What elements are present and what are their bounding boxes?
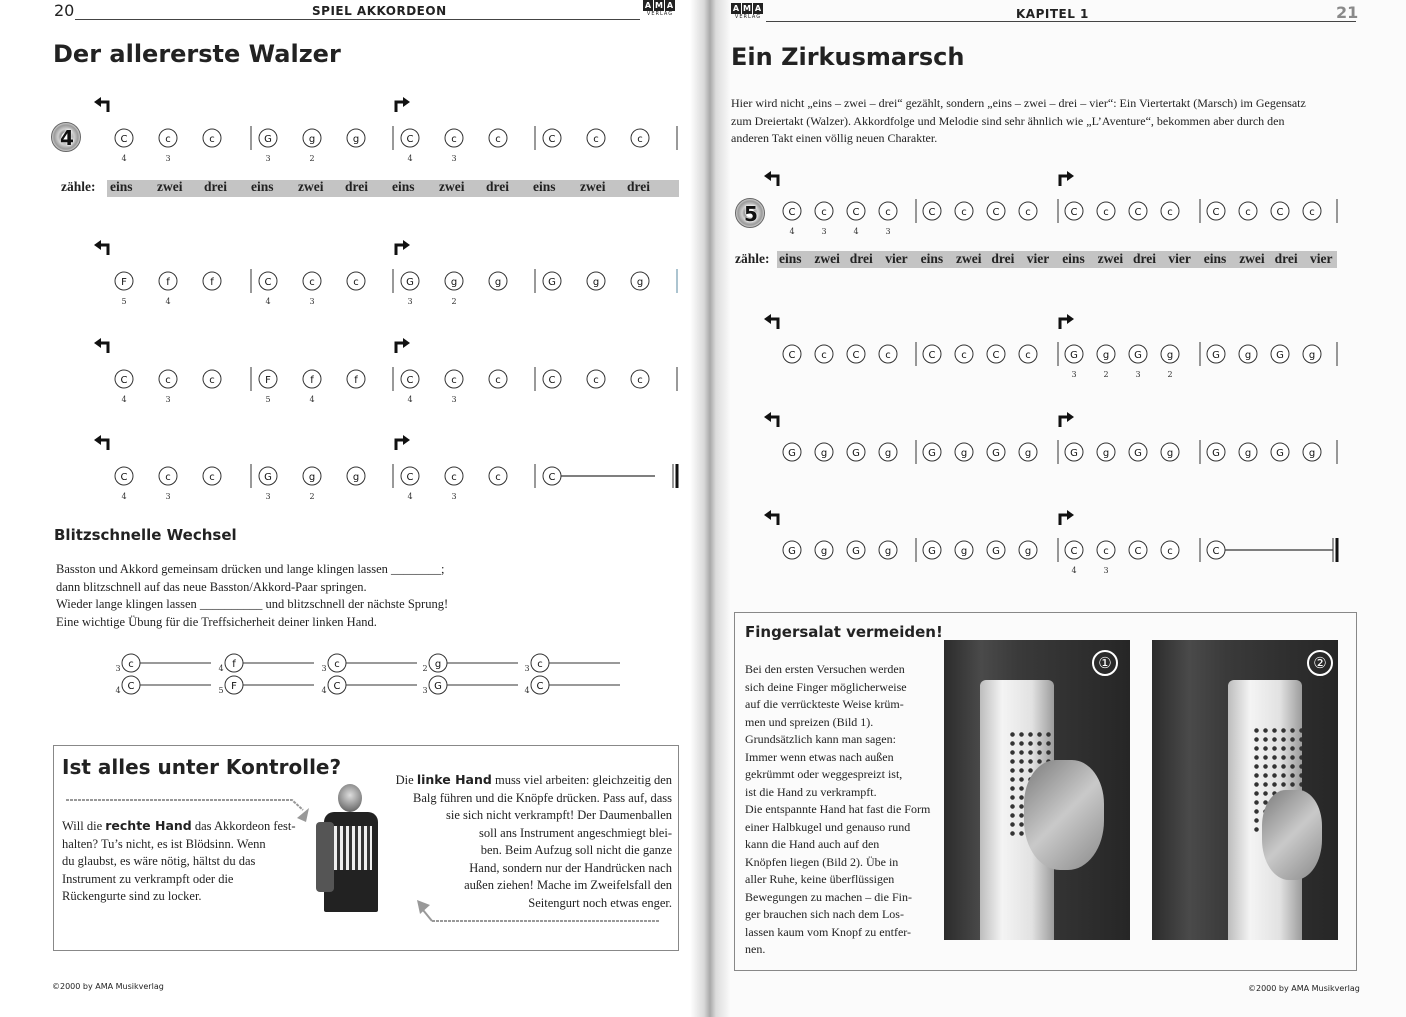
note-button: G xyxy=(264,472,272,483)
finger-number: 5 xyxy=(121,297,127,306)
note-button: G xyxy=(406,277,414,288)
publisher-logo: A M A VERLAG xyxy=(732,4,762,20)
note-button: G xyxy=(788,448,796,459)
finger-number: 5 xyxy=(218,686,224,695)
push-arrow-head-icon xyxy=(764,314,771,324)
note-button: c xyxy=(1025,207,1031,218)
note-button: c xyxy=(209,472,215,483)
note-button: G xyxy=(852,546,860,557)
note-button: c xyxy=(885,350,891,361)
cd-track-icon: 4 xyxy=(51,122,81,152)
text-line: Instrument zu verkrampft oder die xyxy=(62,871,234,886)
tip-arrows xyxy=(0,0,700,1017)
note-button: c xyxy=(451,375,457,386)
note-button: G xyxy=(928,448,936,459)
text-line: außen ziehen! Mache im Zweifelsfall den xyxy=(464,878,672,892)
paragraph-line: Basston und Akkord gemeinsam drücken und lange klingen lassen ________; xyxy=(56,562,445,576)
note-button: C xyxy=(928,350,936,361)
count-word: vier xyxy=(1026,251,1050,266)
count-word: eins xyxy=(1062,251,1085,266)
page-number: 20 xyxy=(54,1,75,20)
paragraph-line: Hier wird nicht „eins – zwei – drei“ gezählt, sondern „eins – zwei – drei – vier“: Ein Viertertakt (Marsch) im Gegensatz xyxy=(731,96,1306,110)
count-word: drei xyxy=(204,179,227,194)
text-line: ben. Beim Aufzug soll nicht die ganze xyxy=(480,843,672,857)
finger-number: 3 xyxy=(407,297,413,306)
paragraph-line: Wieder lange klingen lassen __________ und blitzschnell der nächste Sprung! xyxy=(56,597,449,611)
note-button: C xyxy=(120,134,128,145)
note-button: G xyxy=(548,277,556,288)
note-button: g xyxy=(352,134,360,145)
count-word: eins xyxy=(251,179,274,194)
note-button: f xyxy=(310,375,314,386)
note-button: g xyxy=(308,134,316,145)
note-button: g xyxy=(820,546,828,557)
text-line: Balg führen und die Knöpfe drücken. Pass auf, dass xyxy=(413,790,672,805)
finger-number: 3 xyxy=(422,686,428,695)
note-button: g xyxy=(352,472,360,483)
note-button: C xyxy=(852,207,860,218)
note-button: c xyxy=(593,134,599,145)
note-button: c xyxy=(451,472,457,483)
count-word: drei xyxy=(991,251,1015,266)
text-line: Hand, sondern nur der Handrücken nach xyxy=(469,860,672,875)
note-button: F xyxy=(121,277,127,288)
finger-number: 2 xyxy=(309,492,315,501)
finger-number: 4 xyxy=(321,686,327,695)
finger-number: 2 xyxy=(309,154,315,163)
note-button: F xyxy=(265,375,271,386)
push-arrow-head-icon xyxy=(764,171,771,181)
note-button: G xyxy=(992,448,1000,459)
copyright: ©2000 by AMA Musikverlag xyxy=(52,982,164,991)
note-button: c xyxy=(1167,207,1173,218)
note-button: g xyxy=(960,448,968,459)
photo-hand-relaxed xyxy=(1152,640,1338,940)
logo-letter-2: M xyxy=(743,4,751,13)
cd-track-icon: 5 xyxy=(735,198,765,228)
section-subtitle: Blitzschnelle Wechsel xyxy=(54,526,237,544)
note-button: C xyxy=(548,134,556,145)
note-button: g xyxy=(960,546,968,557)
count-word: eins xyxy=(920,251,944,266)
note-button: c xyxy=(593,375,599,386)
note-button: C xyxy=(992,350,1000,361)
note-button: G xyxy=(1276,448,1284,459)
logo-letter-1: A xyxy=(732,4,740,13)
note-button: c xyxy=(353,277,359,288)
note-button: C xyxy=(928,207,936,218)
finger-number: 3 xyxy=(821,227,827,236)
text-line: einer Halbkugel und genauso rund xyxy=(745,819,911,834)
running-title: KAPITEL 1 xyxy=(1016,7,1089,21)
finger-number: 4 xyxy=(121,492,127,501)
photo-hand-cramped xyxy=(944,640,1130,940)
text-line: lassen kaum vom Knopf zu entfer- xyxy=(745,924,912,939)
count-word: zwei xyxy=(814,251,840,266)
tip-text xyxy=(745,661,935,959)
note-button: g xyxy=(1102,350,1110,361)
note-button: g xyxy=(450,277,458,288)
page-title: Der allererste Walzer xyxy=(53,40,341,68)
note-button: c xyxy=(1103,207,1109,218)
note-button: c xyxy=(1245,207,1251,218)
note-button: C xyxy=(1276,207,1284,218)
note-button: G xyxy=(788,546,796,557)
pull-arrow-head-icon xyxy=(1067,171,1074,181)
text-line: Bei den ersten Versuchen werden xyxy=(745,662,905,676)
note-button: c xyxy=(1103,546,1109,557)
finger-number: 4 xyxy=(121,395,127,404)
text-line: Rückengurte sind zu locker. xyxy=(62,889,202,903)
finger-number: 3 xyxy=(265,154,271,163)
logo-letter-3: A xyxy=(666,1,674,10)
text-line: Die entspannte Hand hat fast die Form xyxy=(745,802,931,816)
note-button: G xyxy=(1070,350,1078,361)
pair-top-button: f xyxy=(232,659,236,670)
note-button: C xyxy=(788,207,796,218)
tip-box-title: Ist alles unter Kontrolle? xyxy=(62,755,342,779)
finger-number: 3 xyxy=(165,395,171,404)
note-button: c xyxy=(821,350,827,361)
pair-top-button: c xyxy=(128,659,134,670)
note-button: g xyxy=(308,472,316,483)
note-button: C xyxy=(1070,207,1078,218)
note-button: C xyxy=(1070,546,1078,557)
note-button: C xyxy=(1212,546,1220,557)
book-gutter xyxy=(690,0,730,1017)
count-word: zwei xyxy=(1239,251,1265,266)
pair-bottom-button: G xyxy=(434,681,442,692)
note-button: c xyxy=(309,277,315,288)
finger-number: 3 xyxy=(1135,370,1141,379)
count-word: drei xyxy=(486,179,509,194)
note-button: C xyxy=(406,375,414,386)
note-button: c xyxy=(821,207,827,218)
note-button: C xyxy=(1134,207,1142,218)
note-button: C xyxy=(120,472,128,483)
finger-number: 3 xyxy=(524,664,530,673)
note-button: C xyxy=(992,207,1000,218)
count-word: drei xyxy=(1274,251,1298,266)
note-button: G xyxy=(1070,448,1078,459)
finger-number: 2 xyxy=(1103,370,1109,379)
note-button: G xyxy=(1212,350,1220,361)
photo-number-badge: ② xyxy=(1307,650,1333,676)
note-button: G xyxy=(1276,350,1284,361)
count-word: zwei xyxy=(439,179,465,194)
finger-number: 2 xyxy=(451,297,457,306)
text-line: aller Ruhe, keine überflüssigen xyxy=(745,872,895,886)
note-button: g xyxy=(1024,448,1032,459)
finger-number: 5 xyxy=(265,395,271,404)
text-line: du glaubst, es wäre nötig, hältst du das xyxy=(62,854,256,868)
note-button: g xyxy=(1024,546,1032,557)
count-word: zwei xyxy=(580,179,606,194)
note-button: G xyxy=(264,134,272,145)
finger-number: 3 xyxy=(165,492,171,501)
note-button: C xyxy=(1134,546,1142,557)
note-button: g xyxy=(1308,448,1316,459)
publisher-logo: A M A VERLAG xyxy=(644,1,674,17)
finger-number: 4 xyxy=(407,492,413,501)
note-button: c xyxy=(165,134,171,145)
note-button: G xyxy=(1212,448,1220,459)
text-line: Immer wenn etwas nach außen xyxy=(745,749,894,764)
note-button: f xyxy=(166,277,170,288)
finger-number: 3 xyxy=(321,664,327,673)
finger-number: 3 xyxy=(885,227,891,236)
count-word: eins xyxy=(1203,251,1227,266)
paragraph-line: anderen Takt einen völlig neuen Charakter. xyxy=(731,131,938,145)
finger-number: 3 xyxy=(265,492,271,501)
text-line: Die linke Hand muss viel arbeiten: gleichzeitig den xyxy=(395,772,672,787)
paragraph-line: dann blitzschnell auf das neue Basston/Akkord-Paar springen. xyxy=(56,579,367,594)
note-button: c xyxy=(209,134,215,145)
note-button: g xyxy=(820,448,828,459)
note-button: G xyxy=(928,546,936,557)
page-number: 21 xyxy=(1336,3,1359,22)
pair-bottom-button: C xyxy=(127,681,135,692)
finger-number: 2 xyxy=(422,664,428,673)
note-button: G xyxy=(1134,448,1142,459)
count-word: eins xyxy=(110,179,133,194)
note-button: c xyxy=(1309,207,1315,218)
text-line: kann die Hand auch auf den xyxy=(745,837,880,851)
note-button: C xyxy=(1212,207,1220,218)
note-button: g xyxy=(1102,448,1110,459)
finger-number: 3 xyxy=(451,154,457,163)
count-word: zwei xyxy=(157,179,183,194)
note-button: c xyxy=(961,350,967,361)
pair-bottom-button: C xyxy=(333,681,341,692)
arrow-icon xyxy=(297,808,309,822)
finger-number: 3 xyxy=(1071,370,1077,379)
finger-number: 4 xyxy=(789,227,795,236)
note-button: g xyxy=(494,277,502,288)
note-button: C xyxy=(548,472,556,483)
finger-number: 4 xyxy=(309,395,315,404)
push-arrow-head-icon xyxy=(764,412,771,422)
note-button: c xyxy=(961,207,967,218)
pull-arrow-head-icon xyxy=(1067,314,1074,324)
count-label: zähle: xyxy=(735,251,770,266)
note-button: c xyxy=(209,375,215,386)
pair-bottom-button: C xyxy=(536,681,544,692)
finger-number: 3 xyxy=(1103,566,1109,575)
text-line: auf die verrückteste Weise krüm- xyxy=(745,697,904,711)
note-button: g xyxy=(636,277,644,288)
text-line: sich deine Finger möglicherweise xyxy=(745,679,907,694)
note-button: c xyxy=(165,375,171,386)
text-line: gekrümmt oder weggespreizt ist, xyxy=(745,767,903,781)
text-line: ger brauchen sich nach dem Los- xyxy=(745,907,904,921)
logo-letter-1: A xyxy=(644,1,652,10)
note-button: c xyxy=(495,134,501,145)
count-word: drei xyxy=(627,179,650,194)
finger-number: 4 xyxy=(524,686,530,695)
pair-top-button: c xyxy=(537,659,543,670)
count-label: zähle: xyxy=(61,179,96,194)
page-title: Ein Zirkusmarsch xyxy=(731,43,965,71)
note-button: c xyxy=(451,134,457,145)
tip-box-title: Fingersalat vermeiden! xyxy=(745,623,943,641)
note-button: c xyxy=(637,134,643,145)
text-line: Bewegungen zu machen – die Fin- xyxy=(745,889,912,904)
count-word: zwei xyxy=(298,179,324,194)
logo-letter-2: M xyxy=(655,1,663,10)
paragraph-line: zum Dreiertakt (Walzer). Akkordfolge und Melodie sind sehr ähnlich wie „L’Aventure“, bekommen aber durch den xyxy=(731,113,1285,128)
text-line: Grundsätzlich kann man sagen: xyxy=(745,732,896,746)
count-word: eins xyxy=(779,251,802,266)
text-line: Seitengurt noch etwas enger. xyxy=(528,895,672,910)
finger-number: 3 xyxy=(165,154,171,163)
note-button: g xyxy=(1166,448,1174,459)
note-button: G xyxy=(992,546,1000,557)
text-line: ist die Hand zu verkrampft. xyxy=(745,784,877,799)
note-button: g xyxy=(884,448,892,459)
text-line: nen. xyxy=(745,942,766,956)
note-button: g xyxy=(1244,448,1252,459)
pull-arrow-head-icon xyxy=(1067,412,1074,422)
note-button: c xyxy=(1025,350,1031,361)
finger-number: 3 xyxy=(309,297,315,306)
note-button: C xyxy=(264,277,272,288)
count-word: eins xyxy=(533,179,556,194)
finger-number: 3 xyxy=(115,664,121,673)
finger-number: 4 xyxy=(165,297,171,306)
text-line: men und spreizen (Bild 1). xyxy=(745,714,874,729)
text-line: Will die rechte Hand das Akkordeon fest- xyxy=(62,818,296,833)
copyright: ©2000 by AMA Musikverlag xyxy=(1248,984,1360,993)
finger-number: 4 xyxy=(218,664,224,673)
finger-number: 4 xyxy=(853,227,859,236)
pair-top-button: g xyxy=(434,659,442,670)
left-page xyxy=(0,0,700,1017)
finger-number: 2 xyxy=(1167,370,1173,379)
count-word: zwei xyxy=(956,251,982,266)
note-button: c xyxy=(165,472,171,483)
note-button: g xyxy=(1308,350,1316,361)
photo-number-badge: ① xyxy=(1092,650,1118,676)
finger-number: 3 xyxy=(451,395,457,404)
text-line: soll ans Instrument angeschmiegt blei- xyxy=(478,825,672,840)
note-button: g xyxy=(1166,350,1174,361)
note-button: g xyxy=(592,277,600,288)
finger-number: 4 xyxy=(121,154,127,163)
note-button: c xyxy=(885,207,891,218)
pull-arrow-head-icon xyxy=(1067,510,1074,520)
note-button: c xyxy=(495,375,501,386)
note-button: C xyxy=(548,375,556,386)
count-word: vier xyxy=(885,251,908,266)
note-button: f xyxy=(354,375,358,386)
count-word: eins xyxy=(392,179,415,194)
text-line: sie sich nicht verkrampft! Der Daumenballen xyxy=(446,808,672,822)
pair-top-button: c xyxy=(334,659,340,670)
count-word: drei xyxy=(849,251,873,266)
right-page xyxy=(700,0,1406,1017)
push-arrow-head-icon xyxy=(764,510,771,520)
note-button: C xyxy=(406,134,414,145)
note-button: g xyxy=(1244,350,1252,361)
note-button: G xyxy=(852,448,860,459)
finger-number: 4 xyxy=(265,297,271,306)
note-button: c xyxy=(495,472,501,483)
note-button: c xyxy=(637,375,643,386)
note-button: C xyxy=(788,350,796,361)
note-button: G xyxy=(1134,350,1142,361)
count-word: drei xyxy=(345,179,368,194)
finger-number: 3 xyxy=(451,492,457,501)
note-button: C xyxy=(120,375,128,386)
running-title: SPIEL AKKORDEON xyxy=(312,4,447,18)
count-word: vier xyxy=(1168,251,1191,266)
finger-number: 4 xyxy=(1071,566,1077,575)
pair-bottom-button: F xyxy=(231,681,237,692)
note-button: f xyxy=(210,277,214,288)
text-line: Knöpfen liegen (Bild 2). Übe in xyxy=(745,854,899,869)
logo-letter-3: A xyxy=(754,4,762,13)
note-button: C xyxy=(406,472,414,483)
count-word: zwei xyxy=(1097,251,1124,266)
finger-number: 4 xyxy=(407,395,413,404)
count-word: drei xyxy=(1133,251,1156,266)
finger-number: 4 xyxy=(115,686,121,695)
note-button: c xyxy=(1167,546,1173,557)
paragraph-line: Eine wichtige Übung für die Treffsicherheit deiner linken Hand. xyxy=(56,614,377,629)
finger-number: 4 xyxy=(407,154,413,163)
text-line: halten? Tu’s nicht, es ist Blödsinn. Wenn xyxy=(62,836,266,851)
note-button: g xyxy=(884,546,892,557)
note-button: C xyxy=(852,350,860,361)
count-word: vier xyxy=(1310,251,1333,266)
